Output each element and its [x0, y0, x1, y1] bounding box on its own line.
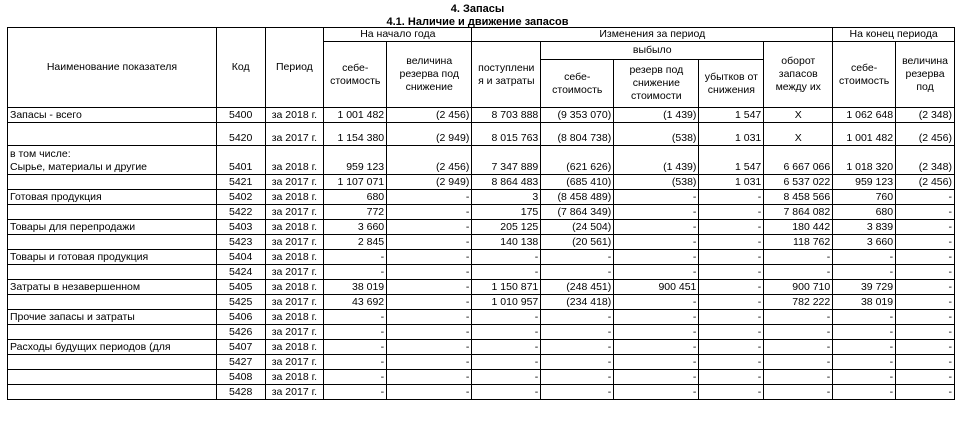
- row-value: -: [833, 355, 896, 370]
- row-value: -: [541, 250, 614, 265]
- header-start-cost: себе-стоимость: [324, 42, 387, 108]
- row-value: 680: [833, 205, 896, 220]
- row-value: 1 150 871: [472, 280, 541, 295]
- row-code: 5421: [216, 175, 265, 190]
- table-row: [8, 340, 955, 355]
- header-code: Код: [216, 28, 265, 108]
- row-value: -: [387, 280, 472, 295]
- row-value: -: [764, 385, 833, 400]
- row-name: Готовая продукция: [8, 190, 217, 205]
- row-value: (1 439): [614, 146, 699, 175]
- row-value: -: [764, 370, 833, 385]
- row-value: 7 864 082: [764, 205, 833, 220]
- row-value: -: [699, 220, 764, 235]
- row-value: -: [387, 250, 472, 265]
- row-value: -: [896, 310, 955, 325]
- row-name: Прочие запасы и затраты: [8, 310, 217, 325]
- row-value: (2 348): [896, 146, 955, 175]
- row-value: (2 456): [896, 123, 955, 146]
- row-value: (2 348): [896, 108, 955, 123]
- row-value: -: [896, 265, 955, 280]
- row-code: 5400: [216, 108, 265, 123]
- row-value: -: [614, 370, 699, 385]
- table-row: [8, 146, 955, 175]
- row-value: 205 125: [472, 220, 541, 235]
- row-code: 5401: [216, 146, 265, 175]
- header-start-reserve: величина резерва под снижение: [387, 42, 472, 108]
- row-name: [8, 175, 217, 190]
- table-row: [8, 385, 955, 400]
- row-value: 1 547: [699, 146, 764, 175]
- row-code: 5424: [216, 265, 265, 280]
- row-value: 140 138: [472, 235, 541, 250]
- header-end: На конец периода: [833, 28, 955, 42]
- row-value: -: [472, 325, 541, 340]
- row-value: -: [541, 385, 614, 400]
- row-value: -: [896, 370, 955, 385]
- row-name: [8, 355, 217, 370]
- row-value: 1 107 071: [324, 175, 387, 190]
- row-value: (234 418): [541, 295, 614, 310]
- row-period: за 2018 г.: [265, 280, 324, 295]
- row-value: (621 626): [541, 146, 614, 175]
- row-value: 1 001 482: [324, 108, 387, 123]
- row-code: 5404: [216, 250, 265, 265]
- titles: [0, 0, 955, 27]
- header-period: Период: [265, 28, 324, 108]
- row-value: -: [699, 190, 764, 205]
- table-subtitle: 4.1. Наличие и движение запасов: [386, 16, 569, 28]
- table-row: [8, 235, 955, 250]
- row-value: -: [614, 205, 699, 220]
- row-value: -: [896, 280, 955, 295]
- row-value: -: [541, 265, 614, 280]
- row-value: -: [472, 370, 541, 385]
- row-value: -: [833, 340, 896, 355]
- row-value: -: [896, 355, 955, 370]
- row-value: -: [614, 250, 699, 265]
- table-row: [8, 123, 955, 146]
- row-name: Товары для перепродажи: [8, 220, 217, 235]
- row-period: за 2017 г.: [265, 325, 324, 340]
- row-value: -: [764, 250, 833, 265]
- row-value: (248 451): [541, 280, 614, 295]
- row-value: -: [614, 235, 699, 250]
- row-value: -: [324, 250, 387, 265]
- row-period: за 2018 г.: [265, 190, 324, 205]
- row-period: за 2017 г.: [265, 385, 324, 400]
- row-value: -: [833, 265, 896, 280]
- row-value: -: [472, 250, 541, 265]
- row-value: -: [614, 325, 699, 340]
- row-period: за 2017 г.: [265, 175, 324, 190]
- row-value: 8 458 566: [764, 190, 833, 205]
- row-value: -: [387, 235, 472, 250]
- row-value: (7 864 349): [541, 205, 614, 220]
- row-value: -: [614, 265, 699, 280]
- row-value: -: [699, 370, 764, 385]
- row-code: 5420: [216, 123, 265, 146]
- row-value: (8 458 489): [541, 190, 614, 205]
- row-value: -: [699, 295, 764, 310]
- row-code: 5426: [216, 325, 265, 340]
- row-value: 1 001 482: [833, 123, 896, 146]
- row-period: за 2017 г.: [265, 265, 324, 280]
- row-code: 5425: [216, 295, 265, 310]
- row-value: -: [324, 265, 387, 280]
- row-value: 8 703 888: [472, 108, 541, 123]
- row-value: -: [387, 325, 472, 340]
- row-value: (538): [614, 175, 699, 190]
- row-value: -: [387, 370, 472, 385]
- row-period: за 2018 г.: [265, 340, 324, 355]
- row-value: -: [387, 340, 472, 355]
- row-code: 5403: [216, 220, 265, 235]
- row-value: -: [324, 370, 387, 385]
- row-value: 3 660: [324, 220, 387, 235]
- row-value: (538): [614, 123, 699, 146]
- row-value: -: [896, 385, 955, 400]
- row-value: -: [324, 385, 387, 400]
- row-name: [8, 370, 217, 385]
- row-value: -: [541, 325, 614, 340]
- row-value: -: [387, 295, 472, 310]
- row-value: -: [764, 325, 833, 340]
- row-period: за 2018 г.: [265, 108, 324, 123]
- table-row: [8, 325, 955, 340]
- row-value: -: [614, 385, 699, 400]
- row-value: 175: [472, 205, 541, 220]
- row-value: 1 010 957: [472, 295, 541, 310]
- row-value: (685 410): [541, 175, 614, 190]
- row-name: [8, 325, 217, 340]
- row-code: 5427: [216, 355, 265, 370]
- row-code: 5422: [216, 205, 265, 220]
- row-value: -: [541, 355, 614, 370]
- table-row: [8, 220, 955, 235]
- row-value: (2 456): [387, 146, 472, 175]
- row-value: 900 451: [614, 280, 699, 295]
- row-value: X: [764, 108, 833, 123]
- row-value: (8 804 738): [541, 123, 614, 146]
- row-value: -: [472, 355, 541, 370]
- row-value: 3: [472, 190, 541, 205]
- row-name: Запасы - всего: [8, 108, 217, 123]
- row-value: -: [833, 370, 896, 385]
- row-value: 6 537 022: [764, 175, 833, 190]
- row-value: -: [764, 340, 833, 355]
- row-value: -: [699, 340, 764, 355]
- row-period: за 2017 г.: [265, 295, 324, 310]
- row-value: -: [699, 250, 764, 265]
- row-value: -: [699, 205, 764, 220]
- row-value: -: [699, 265, 764, 280]
- row-value: -: [896, 340, 955, 355]
- row-value: -: [764, 265, 833, 280]
- row-value: 8 864 483: [472, 175, 541, 190]
- header-retired-cost: себе-стоимость: [541, 60, 614, 108]
- row-value: 1 031: [699, 123, 764, 146]
- header-retired: выбыло: [541, 42, 764, 60]
- table-row: [8, 355, 955, 370]
- row-value: -: [387, 265, 472, 280]
- section-title: 4. Запасы: [450, 3, 505, 15]
- row-value: 760: [833, 190, 896, 205]
- row-value: 680: [324, 190, 387, 205]
- row-name: Затраты в незавершенном: [8, 280, 217, 295]
- row-value: -: [324, 355, 387, 370]
- row-value: (1 439): [614, 108, 699, 123]
- header-receipts: поступлени я и затраты: [472, 42, 541, 108]
- row-period: за 2018 г.: [265, 146, 324, 175]
- row-value: 38 019: [324, 280, 387, 295]
- row-value: 3 660: [833, 235, 896, 250]
- row-value: -: [472, 385, 541, 400]
- row-value: -: [472, 265, 541, 280]
- header-name: Наименование показателя: [8, 28, 217, 108]
- header-turnover: оборот запасов между их: [764, 42, 833, 108]
- row-value: -: [833, 325, 896, 340]
- row-value: (2 949): [387, 123, 472, 146]
- row-code: 5408: [216, 370, 265, 385]
- row-value: -: [387, 220, 472, 235]
- table-row: [8, 205, 955, 220]
- row-value: 959 123: [324, 146, 387, 175]
- row-value: -: [324, 340, 387, 355]
- table-row: [8, 370, 955, 385]
- table-row: [8, 310, 955, 325]
- row-value: 180 442: [764, 220, 833, 235]
- table-row: [8, 250, 955, 265]
- row-value: -: [699, 325, 764, 340]
- row-value: 1 154 380: [324, 123, 387, 146]
- row-value: -: [387, 205, 472, 220]
- row-value: -: [896, 325, 955, 340]
- row-code: 5428: [216, 385, 265, 400]
- row-period: за 2017 г.: [265, 235, 324, 250]
- row-value: 1 547: [699, 108, 764, 123]
- row-code: 5407: [216, 340, 265, 355]
- row-value: 772: [324, 205, 387, 220]
- row-value: (20 561): [541, 235, 614, 250]
- row-value: -: [614, 295, 699, 310]
- row-value: -: [324, 310, 387, 325]
- row-name: [8, 295, 217, 310]
- row-period: за 2017 г.: [265, 205, 324, 220]
- header-start: На начало года: [324, 28, 472, 42]
- row-value: -: [387, 355, 472, 370]
- row-value: -: [764, 355, 833, 370]
- row-value: 1 031: [699, 175, 764, 190]
- row-code: 5423: [216, 235, 265, 250]
- row-value: -: [541, 340, 614, 355]
- row-value: 43 692: [324, 295, 387, 310]
- row-value: (24 504): [541, 220, 614, 235]
- row-value: (9 353 070): [541, 108, 614, 123]
- row-value: 959 123: [833, 175, 896, 190]
- row-period: за 2018 г.: [265, 250, 324, 265]
- row-name: [8, 205, 217, 220]
- row-value: -: [764, 310, 833, 325]
- row-value: -: [614, 355, 699, 370]
- row-name: [8, 123, 217, 146]
- row-value: 782 222: [764, 295, 833, 310]
- row-period: за 2017 г.: [265, 123, 324, 146]
- row-value: (2 456): [387, 108, 472, 123]
- table-row: [8, 280, 955, 295]
- row-name: Расходы будущих периодов (для: [8, 340, 217, 355]
- table-row: [8, 190, 955, 205]
- header-end-cost: себе-стоимость: [833, 42, 896, 108]
- row-value: -: [387, 190, 472, 205]
- row-value: -: [614, 340, 699, 355]
- row-value: 3 839: [833, 220, 896, 235]
- row-value: 1 062 648: [833, 108, 896, 123]
- row-value: -: [699, 280, 764, 295]
- row-value: -: [472, 310, 541, 325]
- row-value: -: [324, 325, 387, 340]
- row-value: -: [387, 385, 472, 400]
- row-name: [8, 235, 217, 250]
- row-value: -: [472, 340, 541, 355]
- table-row: [8, 108, 955, 123]
- header-retired-reserve: резерв под снижение стоимости: [614, 60, 699, 108]
- row-value: X: [764, 123, 833, 146]
- header-losses: убытков от снижения: [699, 60, 764, 108]
- row-code: 5405: [216, 280, 265, 295]
- row-value: -: [896, 235, 955, 250]
- row-value: -: [833, 250, 896, 265]
- row-value: (2 456): [896, 175, 955, 190]
- row-value: 8 015 763: [472, 123, 541, 146]
- row-value: -: [896, 250, 955, 265]
- row-period: за 2017 г.: [265, 355, 324, 370]
- row-value: -: [699, 310, 764, 325]
- row-period: за 2018 г.: [265, 310, 324, 325]
- row-value: -: [896, 205, 955, 220]
- row-value: -: [614, 190, 699, 205]
- row-value: -: [699, 385, 764, 400]
- row-period: за 2018 г.: [265, 370, 324, 385]
- row-value: -: [387, 310, 472, 325]
- row-value: -: [541, 310, 614, 325]
- row-value: 1 018 320: [833, 146, 896, 175]
- row-code: 5402: [216, 190, 265, 205]
- row-value: (2 949): [387, 175, 472, 190]
- row-value: 6 667 066: [764, 146, 833, 175]
- row-value: -: [896, 220, 955, 235]
- row-name: [8, 385, 217, 400]
- row-value: -: [896, 295, 955, 310]
- header-end-reserve: величина резерва под: [896, 42, 955, 108]
- row-value: -: [699, 355, 764, 370]
- row-value: 118 762: [764, 235, 833, 250]
- row-value: -: [699, 235, 764, 250]
- header-changes: Изменения за период: [472, 28, 833, 42]
- row-value: 39 729: [833, 280, 896, 295]
- row-value: 38 019: [833, 295, 896, 310]
- row-value: 7 347 889: [472, 146, 541, 175]
- inventory-table: [7, 27, 955, 400]
- row-value: 2 845: [324, 235, 387, 250]
- row-name: в том числе: Сырье, материалы и другие: [8, 146, 217, 175]
- row-value: -: [614, 310, 699, 325]
- row-name: [8, 265, 217, 280]
- table-row: [8, 295, 955, 310]
- row-value: -: [614, 220, 699, 235]
- row-name: Товары и готовая продукция: [8, 250, 217, 265]
- table-row: [8, 175, 955, 190]
- row-value: -: [833, 385, 896, 400]
- row-period: за 2018 г.: [265, 220, 324, 235]
- row-code: 5406: [216, 310, 265, 325]
- row-value: 900 710: [764, 280, 833, 295]
- row-value: -: [833, 310, 896, 325]
- table-row: [8, 265, 955, 280]
- row-value: -: [541, 370, 614, 385]
- row-value: -: [896, 190, 955, 205]
